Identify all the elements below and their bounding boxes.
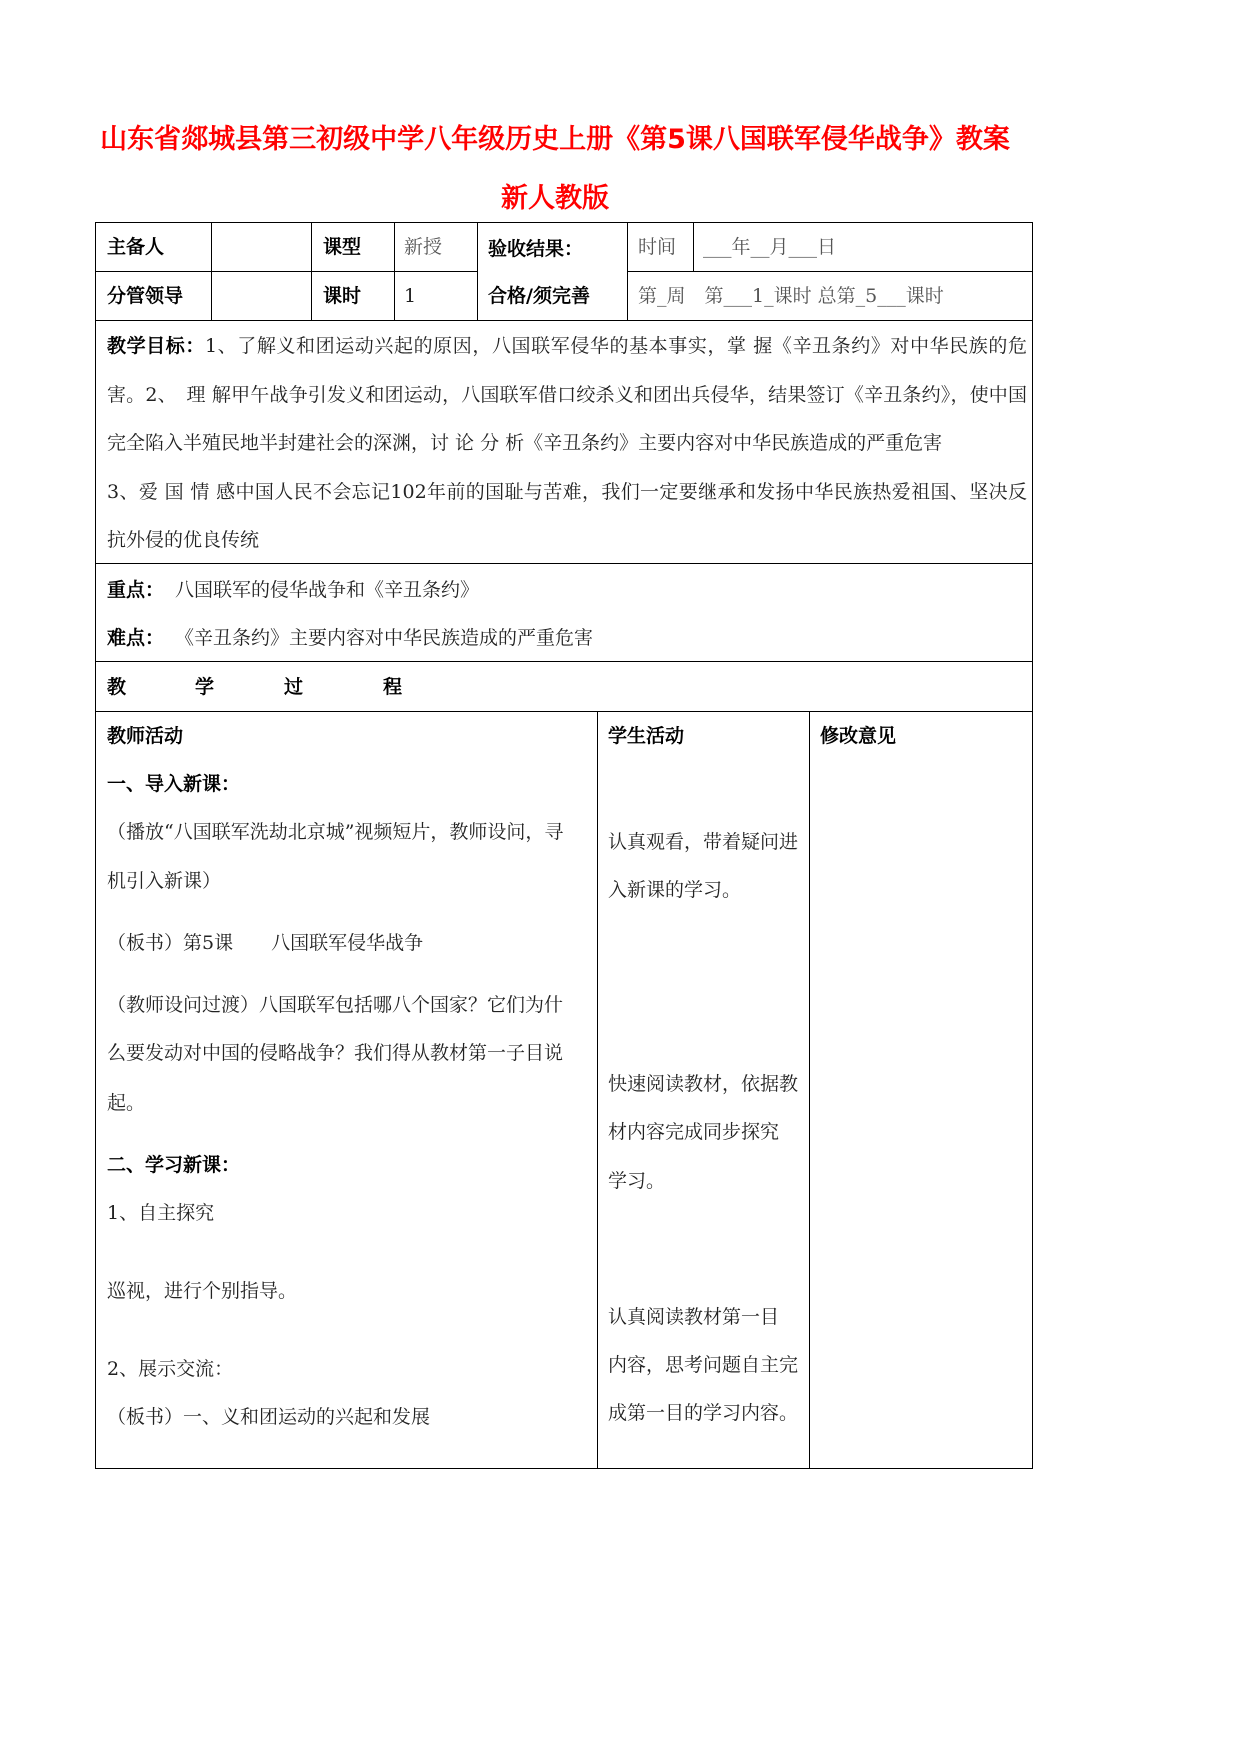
teacher-line: （板书）一、义和团运动的兴起和发展 xyxy=(107,1406,431,1428)
key-point-label: 重点： xyxy=(107,579,165,601)
objectives-label: 教学目标： xyxy=(107,335,205,357)
objectives-text: 1、了解义和团运动兴起的原因，八国联军侵华的基本事实，掌 握《辛丑条约》对中华民族的危害。2、 理 解甲午战争引发义和团运动，八国联军借口绞杀义和团出兵侵华，结果签订《辛丑条约》，使中国完全陷入半殖民地半封建社会的深渊，讨 论 分 析《辛丑条约》主要内容对中华民族造成的严重危害 xyxy=(107,335,1027,454)
schedule-value: 第_周 第___1_课时 总第_5___课时 xyxy=(638,285,944,307)
teacher-line: 一、导入新课： xyxy=(107,773,241,795)
student-line: 入新课的学习。 xyxy=(608,879,742,901)
student-activity-header: 学生活动 xyxy=(608,725,685,747)
teacher-line: 2、展示交流： xyxy=(107,1358,234,1380)
student-line: 学习。 xyxy=(608,1170,666,1192)
preparer-label: 主备人 xyxy=(107,236,165,258)
process-title-4: 程 xyxy=(383,676,403,698)
teacher-line: （播放“八国联军洗劫北京城”视频短片，教师设问，寻 xyxy=(107,821,564,843)
pass-label: 合格/须完善 xyxy=(488,285,590,307)
teacher-line: 巡视，进行个别指导。 xyxy=(107,1280,298,1302)
document-subtitle: 新人教版 xyxy=(501,183,609,214)
process-title-2: 学 xyxy=(195,676,215,698)
date-value: ___年__月___日 xyxy=(703,236,837,258)
teaching-objectives xyxy=(107,322,1027,565)
lesson-type-value: 新授 xyxy=(404,236,443,258)
leader-label: 分管领导 xyxy=(107,285,184,307)
student-line: 内容，思考问题自主完 xyxy=(608,1354,799,1376)
period-value: 1 xyxy=(404,285,417,307)
result-label: 验收结果： xyxy=(488,238,584,260)
lesson-type-label: 课型 xyxy=(323,236,362,258)
document-title: 山东省郯城县第三初级中学八年级历史上册《第5课八国联军侵华战争》教案 xyxy=(100,124,1010,155)
teacher-line: 么要发动对中国的侵略战争？我们得从教材第一子目说 xyxy=(107,1042,564,1064)
student-line: 快速阅读教材，依据教 xyxy=(608,1073,799,1095)
period-label: 课时 xyxy=(323,285,362,307)
student-line: 材内容完成同步探究 xyxy=(608,1121,780,1143)
teacher-activity-header: 教师活动 xyxy=(107,725,184,747)
edit-notes-header: 修改意见 xyxy=(820,725,897,747)
teacher-line: （板书）第5课 八国联军侵华战争 xyxy=(107,932,424,954)
process-title-3: 过 xyxy=(284,676,304,698)
difficulty-text: 《辛丑条约》主要内容对中华民族造成的严重危害 xyxy=(175,627,594,649)
teacher-line: 二、学习新课： xyxy=(107,1154,241,1176)
teacher-line: 1、自主探究 xyxy=(107,1202,215,1224)
difficulty-label: 难点： xyxy=(107,627,165,649)
teacher-line: 起。 xyxy=(107,1092,146,1114)
student-line: 成第一目的学习内容。 xyxy=(608,1402,799,1424)
student-line: 认真阅读教材第一目 xyxy=(608,1306,780,1328)
teacher-line: 机引入新课） xyxy=(107,870,222,892)
objectives-text-2: 3、爱 国 情 感中国人民不会忘记102年前的国耻与苦难，我们一定要继承和发扬中华民族热爱祖国、坚决反抗外侵的优良传统 xyxy=(107,480,1027,551)
teacher-line: （教师设问过渡）八国联军包括哪八个国家？它们为什 xyxy=(107,994,564,1016)
student-line: 认真观看，带着疑问进 xyxy=(608,831,799,853)
time-label: 时间 xyxy=(638,236,677,258)
key-point-text: 八国联军的侵华战争和《辛丑条约》 xyxy=(175,579,480,601)
process-title-1: 教 xyxy=(107,676,127,698)
